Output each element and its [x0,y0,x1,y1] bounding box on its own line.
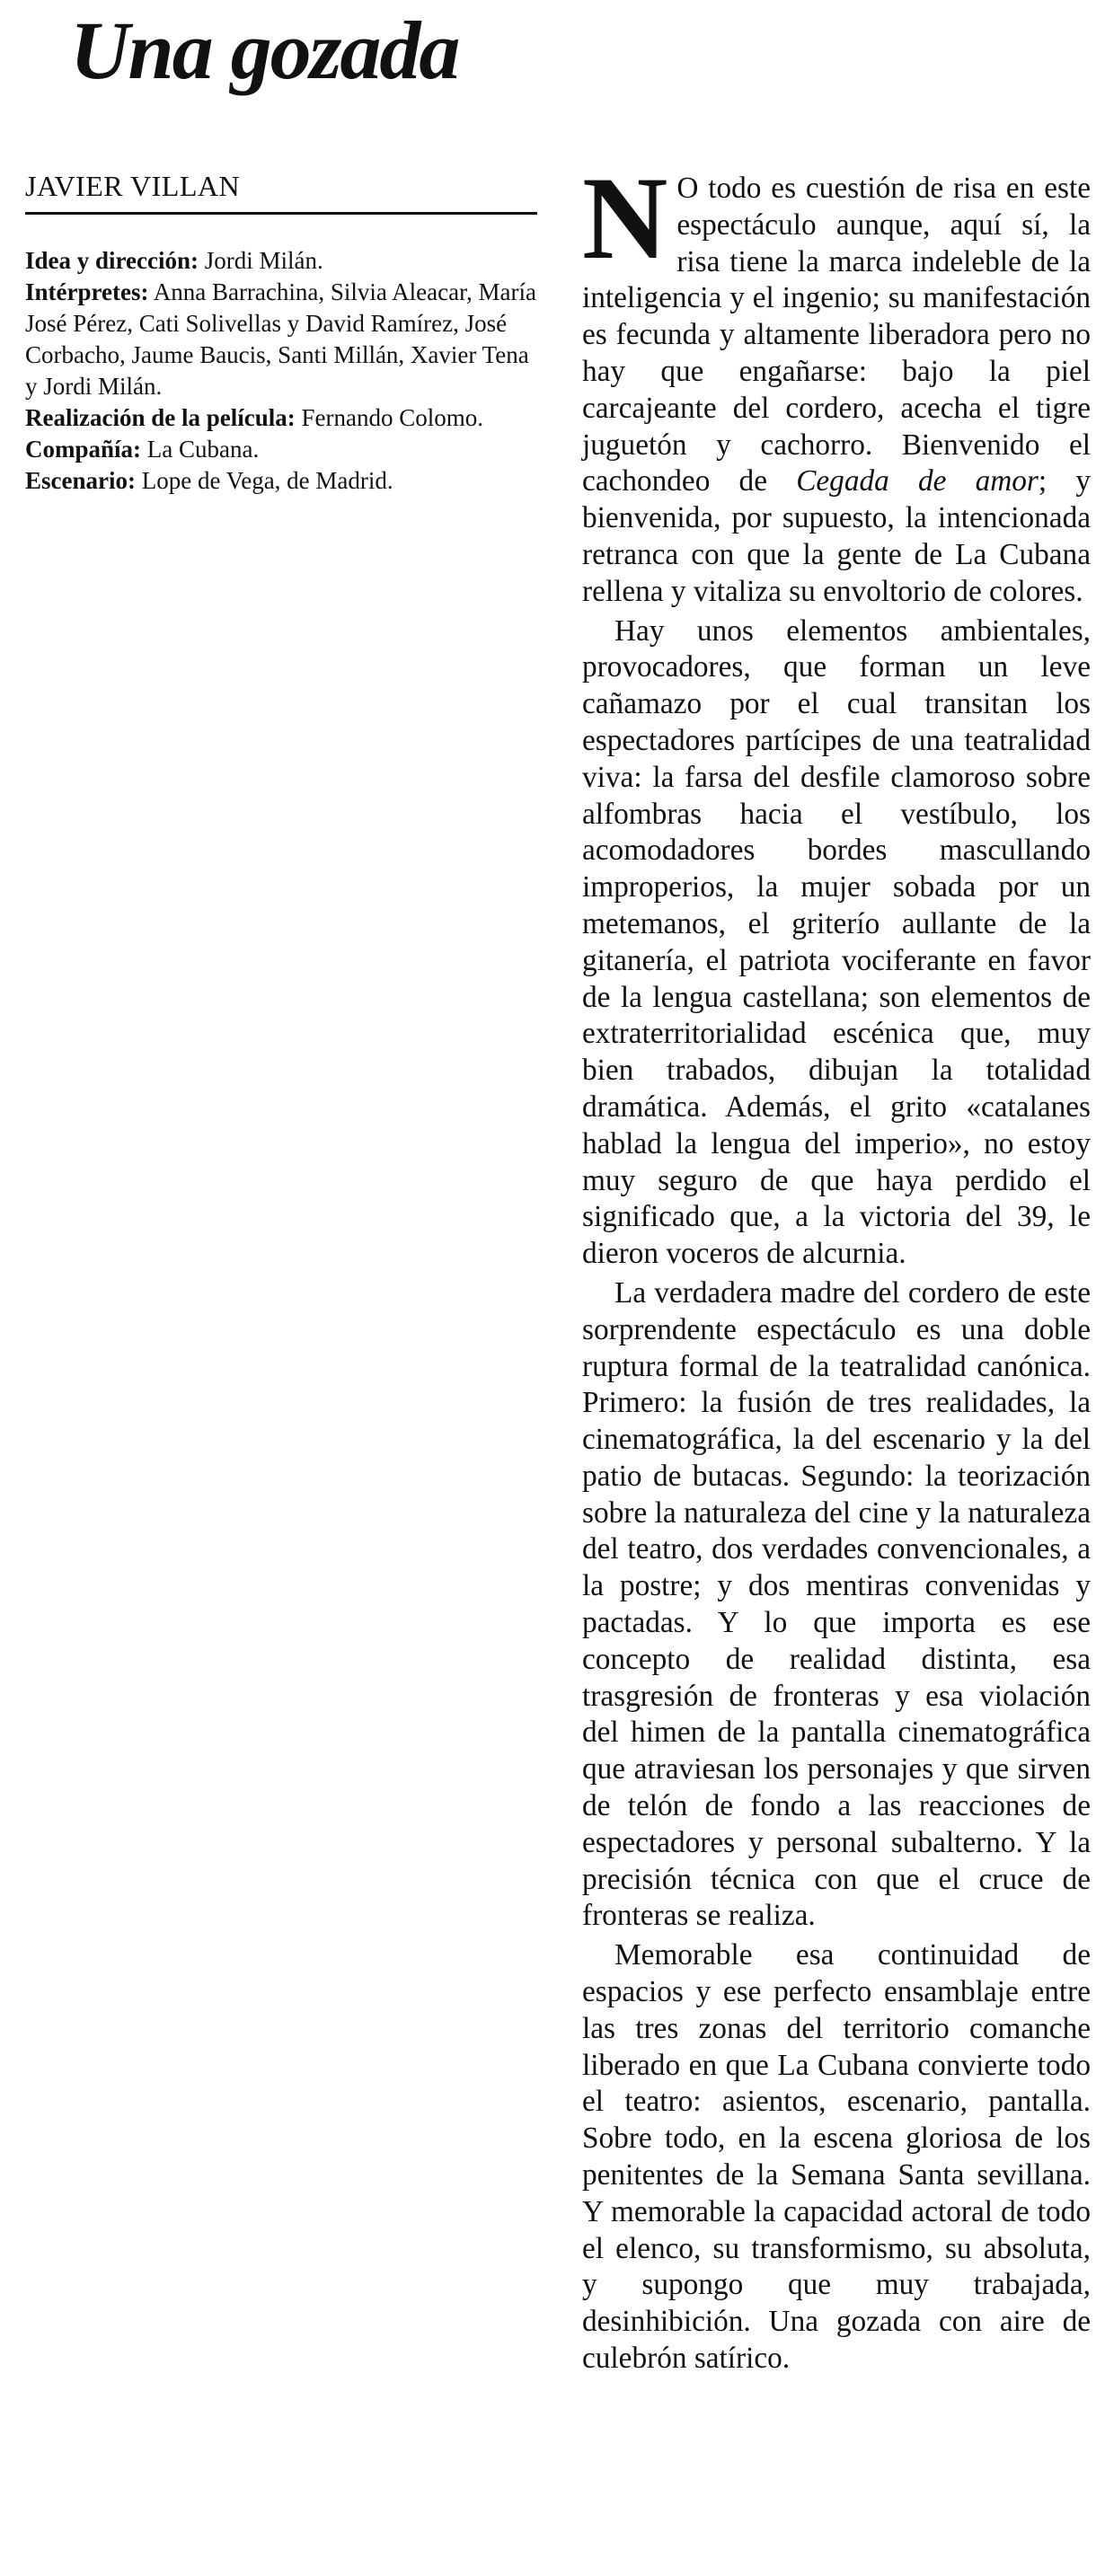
credit-label: Realización de la película: [25,404,296,431]
credit-value: Anna Barrachina, Silvia Aleacar, María José Pérez, Cati Solivellas y David Ramírez, José Corbacho, Jaume Baucis, Santi Millán, Xavier Tena y Jordi Milán. [25,278,536,400]
article-paragraph-2: Hay unos elementos ambientales, provocadores, que forman un leve cañamazo por el cual transitan los espectadores partícipes de una teatralidad viva: la farsa del desfile clamoroso sobre alfombras hacia el vestíbulo, los acomodadores bordes mascullando improperios, la mujer sobada por un metemanos, el griterío aullante de la gitanería, el patriota vociferante en favor de la lengua castellana; son elementos de extraterritorialidad escénica que, muy bien trabados, dibujan la totalidad dramática. Además, el grito «catalanes hablad la lengua del imperio», no estoy muy seguro de que haya perdido el significado que, a la victoria del 39, le dieron voceros de alcurnia. [582,613,1091,1271]
credit-label: Intérpretes: [25,278,149,305]
play-title: Cegada de amor [796,464,1039,498]
credit-label: Escenario: [25,467,136,494]
article-paragraph-3: La verdadera madre del cordero de este sorprendente espectáculo es una doble ruptura formal de la teatralidad canónica. Primero: la fusión de tres realidades, la cinematográfica, la del escenario y la del patio de butacas. Segundo: la teorización sobre la naturaleza del cine y la naturaleza del teatro, dos verdades convencionales, a la postre; y dos mentiras convenidas y pactadas. Y lo que importa es ese concepto de realidad distinta, esa trasgresión de fronteras y esa violación del himen de la pantalla cinematográfica que atraviesan los personajes y que sirven de telón de fondo a las reacciones de espectadores y personal subalterno. Y la precisión técnica con que el cruce de fronteras se realiza. [582,1275,1091,1933]
headline: Una gozada [70,4,459,96]
credit-direction [25,245,537,277]
credit-label: Compañía: [25,436,142,463]
byline: JAVIER VILLAN [25,167,537,215]
paragraph-text: O todo es cuestión de risa en este espectáculo aunque, aquí sí, la risa tiene la marca indeleble de la inteligencia y el ingenio; su manifestación es fecunda y altamente liberadora pero no hay que engañarse: bajo la piel carcajeante del cordero, acecha el tigre juguetón y cachorro. Bienvenido el cachondeo de [582,172,1091,498]
article-paragraph-4: Memorable esa continuidad de espacios y ese perfecto ensamblaje entre las tres zonas del territorio comanche liberado en que La Cubana convierte todo el teatro: asientos, escenario, pantalla. Sobre todo, en la escena gloriosa de los penitentes de la Semana Santa sevillana. Y memorable la capacidad actoral de todo el elenco, su transformismo, su absoluta, y supongo que muy trabajada, desinhibición. Una gozada con aire de culebrón satírico. [582,1938,1091,2376]
credit-value: La Cubana. [146,436,260,463]
article-body [582,152,1091,2380]
credit-film [25,402,537,434]
paragraph-text: ; y bienvenida, por supuesto, la intencionada retranca con que la gente de La Cubana rellena y vitaliza su envoltorio de colores. [582,464,1091,608]
credit-value: Fernando Colomo. [301,404,483,431]
credits-list [25,245,537,497]
credit-value: Jordi Milán. [204,247,323,274]
drop-cap: N [582,152,668,284]
credit-label: Idea y dirección: [25,247,199,274]
credit-company [25,434,537,465]
credits-column [25,167,537,497]
credit-venue [25,465,537,497]
article-paragraph-1 [582,152,1091,611]
credit-value: Lope de Vega, de Madrid. [141,467,393,494]
credit-performers [25,277,537,402]
